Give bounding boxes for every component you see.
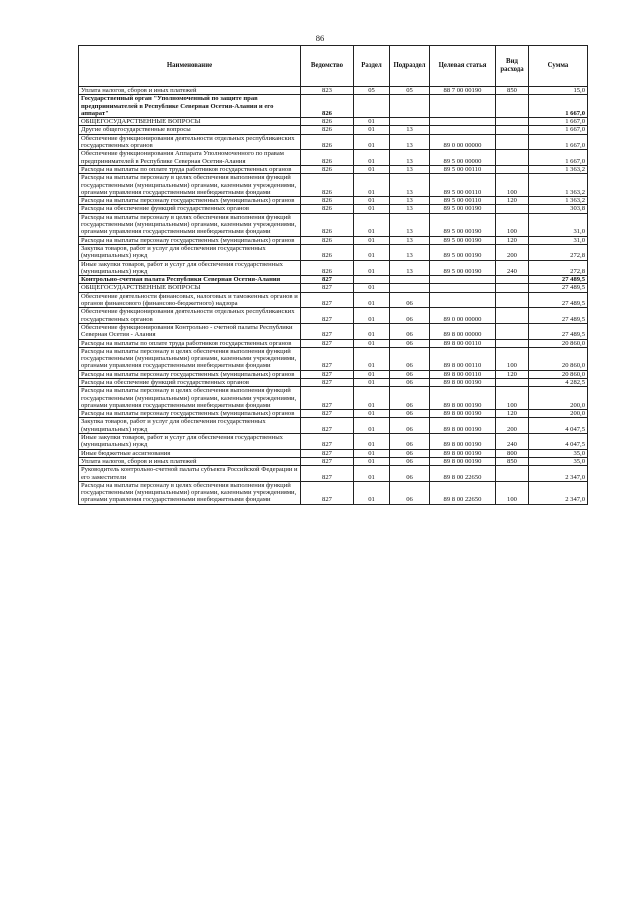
- cell-celevaya-statya: [430, 118, 496, 126]
- cell-razdel: 01: [354, 370, 390, 378]
- cell-name: Обеспечение функционирования Контрольно - счетной палаты Республики Северная Осетия - Алания: [79, 323, 301, 339]
- cell-name: Обеспечение функционирования деятельности отдельных республиканских государственных органов: [79, 308, 301, 324]
- cell-summa: 27 489,5: [529, 284, 588, 292]
- cell-summa: 200,0: [529, 410, 588, 418]
- cell-razdel: 01: [354, 126, 390, 134]
- cell-podrazdel: 05: [390, 87, 430, 95]
- cell-name: ОБЩЕГОСУДАРСТВЕННЫЕ ВОПРОСЫ: [79, 284, 301, 292]
- cell-razdel: 01: [354, 260, 390, 276]
- budget-table: [78, 45, 588, 505]
- cell-razdel: 01: [354, 418, 390, 434]
- cell-summa: 4 047,5: [529, 434, 588, 450]
- cell-podrazdel: 13: [390, 205, 430, 213]
- cell-celevaya-statya: 89 8 00 00110: [430, 370, 496, 378]
- cell-vedomstvo: 827: [301, 370, 354, 378]
- header-celevaya-statya: Целевая статья: [430, 46, 496, 87]
- cell-vedomstvo: 827: [301, 434, 354, 450]
- cell-razdel: 01: [354, 434, 390, 450]
- cell-summa: 35,0: [529, 457, 588, 465]
- cell-name: Расходы на обеспечение функций государственных органов: [79, 378, 301, 386]
- page-number: 86: [315, 33, 325, 43]
- cell-summa: 200,0: [529, 387, 588, 410]
- cell-vid-rashoda: 120: [496, 236, 529, 244]
- cell-summa: 1 667,0: [529, 150, 588, 166]
- cell-vedomstvo: 827: [301, 481, 354, 504]
- cell-podrazdel: 06: [390, 449, 430, 457]
- cell-celevaya-statya: 89 0 00 00000: [430, 134, 496, 150]
- cell-razdel: 01: [354, 165, 390, 173]
- cell-summa: 272,8: [529, 244, 588, 260]
- cell-name: Контрольно-счетная палата Республики Северная Осетия-Алания: [79, 276, 301, 284]
- cell-name: Расходы на выплаты персоналу государственных (муниципальных) органов: [79, 197, 301, 205]
- cell-celevaya-statya: 89 5 00 00190: [430, 236, 496, 244]
- table-row: [79, 213, 588, 236]
- cell-vedomstvo: 827: [301, 418, 354, 434]
- cell-celevaya-statya: 89 0 00 00000: [430, 308, 496, 324]
- cell-summa: 272,8: [529, 260, 588, 276]
- cell-name: Обеспечение функционирования деятельности отдельных республиканских государственных органов: [79, 134, 301, 150]
- cell-podrazdel: 13: [390, 134, 430, 150]
- table-row: [79, 260, 588, 276]
- cell-podrazdel: 13: [390, 236, 430, 244]
- cell-razdel: [354, 95, 390, 118]
- cell-name: Государственный орган "Уполномоченный по защите прав предпринимателей в Республике Северная Осетия-Алания и его аппарат": [79, 95, 301, 118]
- cell-razdel: 01: [354, 118, 390, 126]
- cell-celevaya-statya: 89 5 00 00110: [430, 197, 496, 205]
- cell-vedomstvo: 823: [301, 87, 354, 95]
- cell-vedomstvo: 826: [301, 260, 354, 276]
- cell-podrazdel: 13: [390, 244, 430, 260]
- table-row: [79, 308, 588, 324]
- table-row: [79, 134, 588, 150]
- cell-name: Другие общегосударственные вопросы: [79, 126, 301, 134]
- cell-celevaya-statya: [430, 276, 496, 284]
- cell-vedomstvo: 826: [301, 197, 354, 205]
- cell-name: Уплата налогов, сборов и иных платежей: [79, 87, 301, 95]
- table-row: [79, 95, 588, 118]
- cell-celevaya-statya: 89 5 00 00000: [430, 150, 496, 166]
- cell-vid-rashoda: 100: [496, 387, 529, 410]
- cell-vedomstvo: 826: [301, 213, 354, 236]
- cell-vid-rashoda: 240: [496, 260, 529, 276]
- cell-celevaya-statya: 89 8 00 00190: [430, 457, 496, 465]
- table-row: [79, 165, 588, 173]
- cell-name: Иные закупки товаров, работ и услуг для обеспечения государственных (муниципальных) нужд: [79, 434, 301, 450]
- cell-podrazdel: 13: [390, 260, 430, 276]
- table-row: [79, 466, 588, 482]
- cell-vid-rashoda: [496, 466, 529, 482]
- cell-name: Расходы на выплаты персоналу в целях обеспечения выполнения функций государственными (муниципальными) органами, казенными учреждениями, органами управления государственными внебюджетными фондами: [79, 387, 301, 410]
- cell-vid-rashoda: 100: [496, 347, 529, 370]
- cell-razdel: 01: [354, 339, 390, 347]
- header-podrazdel: Подраздел: [390, 46, 430, 87]
- table-row: [79, 150, 588, 166]
- cell-vid-rashoda: [496, 276, 529, 284]
- cell-vid-rashoda: 120: [496, 197, 529, 205]
- cell-celevaya-statya: 89 5 00 00190: [430, 260, 496, 276]
- table-row: [79, 418, 588, 434]
- cell-vid-rashoda: [496, 118, 529, 126]
- cell-vedomstvo: 826: [301, 165, 354, 173]
- cell-vedomstvo: 826: [301, 95, 354, 118]
- cell-name: Иные бюджетные ассигнования: [79, 449, 301, 457]
- cell-celevaya-statya: 89 8 00 22650: [430, 466, 496, 482]
- cell-summa: 20 860,0: [529, 370, 588, 378]
- cell-summa: 15,0: [529, 87, 588, 95]
- cell-celevaya-statya: 89 8 00 00190: [430, 410, 496, 418]
- cell-name: Иные закупки товаров, работ и услуг для обеспечения государственных (муниципальных) нужд: [79, 260, 301, 276]
- cell-vid-rashoda: 100: [496, 174, 529, 197]
- cell-name: Расходы на обеспечение функций государственных органов: [79, 205, 301, 213]
- cell-celevaya-statya: 89 5 00 00190: [430, 213, 496, 236]
- table-row: [79, 387, 588, 410]
- cell-celevaya-statya: 89 5 00 00190: [430, 205, 496, 213]
- cell-vedomstvo: 826: [301, 174, 354, 197]
- table-row: [79, 449, 588, 457]
- cell-celevaya-statya: 89 8 00 00190: [430, 418, 496, 434]
- table-row: [79, 244, 588, 260]
- cell-name: Расходы на выплаты персоналу государственных (муниципальных) органов: [79, 410, 301, 418]
- table-row: [79, 292, 588, 308]
- cell-celevaya-statya: 89 8 00 00000: [430, 323, 496, 339]
- cell-vid-rashoda: 200: [496, 244, 529, 260]
- cell-summa: 31,0: [529, 213, 588, 236]
- cell-summa: 4 282,5: [529, 378, 588, 386]
- cell-vedomstvo: 827: [301, 347, 354, 370]
- table-row: [79, 174, 588, 197]
- cell-celevaya-statya: 89 8 00 00110: [430, 347, 496, 370]
- cell-vedomstvo: 826: [301, 118, 354, 126]
- table-row: [79, 197, 588, 205]
- cell-razdel: 01: [354, 236, 390, 244]
- cell-razdel: 01: [354, 244, 390, 260]
- cell-razdel: 01: [354, 174, 390, 197]
- cell-vid-rashoda: 800: [496, 449, 529, 457]
- cell-celevaya-statya: 89 5 00 00110: [430, 165, 496, 173]
- cell-name: Расходы на выплаты персоналу в целях обеспечения выполнения функций государственными (муниципальными) органами, казенными учреждениями, органами управления государственными внебюджетными фондами: [79, 213, 301, 236]
- cell-vid-rashoda: [496, 150, 529, 166]
- cell-vedomstvo: 827: [301, 387, 354, 410]
- cell-podrazdel: 06: [390, 347, 430, 370]
- cell-podrazdel: 13: [390, 126, 430, 134]
- cell-name: Руководитель контрольно-счетной палаты субъекта Российской Федерации и его заместители: [79, 466, 301, 482]
- table-row: [79, 378, 588, 386]
- cell-celevaya-statya: [430, 95, 496, 118]
- cell-razdel: 01: [354, 466, 390, 482]
- cell-podrazdel: [390, 276, 430, 284]
- cell-podrazdel: 06: [390, 387, 430, 410]
- cell-vedomstvo: 827: [301, 276, 354, 284]
- cell-vid-rashoda: [496, 292, 529, 308]
- cell-razdel: 01: [354, 481, 390, 504]
- cell-vedomstvo: 827: [301, 457, 354, 465]
- cell-podrazdel: 06: [390, 292, 430, 308]
- cell-razdel: 01: [354, 197, 390, 205]
- cell-podrazdel: 06: [390, 339, 430, 347]
- cell-name: Расходы на выплаты персоналу в целях обеспечения выполнения функций государственными (муниципальными) органами, казенными учреждениями, органами управления государственными внебюджетными фондами: [79, 481, 301, 504]
- cell-podrazdel: 06: [390, 418, 430, 434]
- cell-vedomstvo: 827: [301, 449, 354, 457]
- cell-summa: 27 489,5: [529, 292, 588, 308]
- cell-razdel: 01: [354, 449, 390, 457]
- cell-razdel: 01: [354, 284, 390, 292]
- cell-vedomstvo: 826: [301, 244, 354, 260]
- cell-razdel: 01: [354, 410, 390, 418]
- cell-name: ОБЩЕГОСУДАРСТВЕННЫЕ ВОПРОСЫ: [79, 118, 301, 126]
- cell-vid-rashoda: [496, 134, 529, 150]
- cell-summa: 20 860,0: [529, 339, 588, 347]
- table-row: [79, 205, 588, 213]
- table-row: [79, 457, 588, 465]
- cell-summa: 1 667,0: [529, 134, 588, 150]
- cell-summa: 1 363,2: [529, 165, 588, 173]
- table-row: [79, 434, 588, 450]
- header-name: Наименование: [79, 46, 301, 87]
- cell-podrazdel: 06: [390, 308, 430, 324]
- cell-vid-rashoda: [496, 378, 529, 386]
- cell-podrazdel: 13: [390, 165, 430, 173]
- cell-podrazdel: 06: [390, 370, 430, 378]
- cell-summa: 2 347,0: [529, 481, 588, 504]
- cell-vedomstvo: 827: [301, 308, 354, 324]
- cell-vid-rashoda: [496, 323, 529, 339]
- cell-summa: 31,0: [529, 236, 588, 244]
- cell-vid-rashoda: [496, 126, 529, 134]
- cell-vedomstvo: 827: [301, 292, 354, 308]
- cell-summa: 303,8: [529, 205, 588, 213]
- cell-podrazdel: [390, 118, 430, 126]
- cell-vid-rashoda: [496, 165, 529, 173]
- cell-celevaya-statya: [430, 126, 496, 134]
- cell-razdel: 01: [354, 308, 390, 324]
- cell-vedomstvo: 827: [301, 466, 354, 482]
- cell-vedomstvo: 827: [301, 339, 354, 347]
- cell-summa: 1 363,2: [529, 197, 588, 205]
- cell-celevaya-statya: [430, 284, 496, 292]
- cell-razdel: 01: [354, 457, 390, 465]
- cell-vid-rashoda: 240: [496, 434, 529, 450]
- cell-podrazdel: 06: [390, 410, 430, 418]
- table-row: [79, 236, 588, 244]
- cell-celevaya-statya: 89 8 00 00190: [430, 378, 496, 386]
- cell-celevaya-statya: 89 5 00 00190: [430, 244, 496, 260]
- cell-podrazdel: 06: [390, 457, 430, 465]
- cell-vedomstvo: 827: [301, 378, 354, 386]
- table-row: [79, 276, 588, 284]
- header-vid-rashoda: Вид расхода: [496, 46, 529, 87]
- cell-name: Расходы на выплаты персоналу государственных (муниципальных) органов: [79, 370, 301, 378]
- cell-vedomstvo: 826: [301, 126, 354, 134]
- cell-name: Расходы на выплаты персоналу в целях обеспечения выполнения функций государственными (муниципальными) органами, казенными учреждениями, органами управления государственными внебюджетными фондами: [79, 347, 301, 370]
- cell-vid-rashoda: 120: [496, 370, 529, 378]
- cell-vid-rashoda: [496, 339, 529, 347]
- table-header-row: [79, 46, 588, 87]
- cell-vedomstvo: 826: [301, 205, 354, 213]
- cell-summa: 2 347,0: [529, 466, 588, 482]
- cell-vid-rashoda: 100: [496, 481, 529, 504]
- cell-summa: 4 047,5: [529, 418, 588, 434]
- cell-razdel: 01: [354, 292, 390, 308]
- cell-summa: 20 860,0: [529, 347, 588, 370]
- table-body: [79, 87, 588, 505]
- table-row: [79, 126, 588, 134]
- header-summa: Сумма: [529, 46, 588, 87]
- header-vedomstvo: Ведомство: [301, 46, 354, 87]
- cell-celevaya-statya: [430, 292, 496, 308]
- cell-name: Обеспечение функционирования Аппарата Уполномоченного по правам предпринимателей в Республике Северная Осетия-Алания: [79, 150, 301, 166]
- cell-name: Расходы на выплаты по оплате труда работников государственных органов: [79, 339, 301, 347]
- table-row: [79, 284, 588, 292]
- cell-podrazdel: 13: [390, 197, 430, 205]
- cell-summa: 35,0: [529, 449, 588, 457]
- cell-razdel: 01: [354, 387, 390, 410]
- cell-name: Расходы на выплаты персоналу в целях обеспечения выполнения функций государственными (муниципальными) органами, казенными учреждениями, органами управления государственными внебюджетными фондами: [79, 174, 301, 197]
- cell-name: Закупка товаров, работ и услуг для обеспечения государственных (муниципальных) нужд: [79, 418, 301, 434]
- cell-summa: 1 667,0: [529, 118, 588, 126]
- cell-podrazdel: 06: [390, 466, 430, 482]
- cell-razdel: 01: [354, 205, 390, 213]
- cell-celevaya-statya: 89 5 00 00110: [430, 174, 496, 197]
- cell-summa: 1 363,2: [529, 174, 588, 197]
- cell-celevaya-statya: 89 8 00 00190: [430, 387, 496, 410]
- cell-summa: 27 489,5: [529, 323, 588, 339]
- cell-name: Уплата налогов, сборов и иных платежей: [79, 457, 301, 465]
- cell-vedomstvo: 827: [301, 284, 354, 292]
- cell-vid-rashoda: [496, 308, 529, 324]
- cell-podrazdel: 13: [390, 213, 430, 236]
- cell-vid-rashoda: 850: [496, 87, 529, 95]
- cell-podrazdel: 13: [390, 150, 430, 166]
- table-row: [79, 323, 588, 339]
- cell-razdel: [354, 276, 390, 284]
- table-row: [79, 481, 588, 504]
- cell-razdel: 01: [354, 134, 390, 150]
- table-row: [79, 347, 588, 370]
- cell-celevaya-statya: 89 8 00 00190: [430, 434, 496, 450]
- cell-razdel: 01: [354, 323, 390, 339]
- cell-podrazdel: [390, 95, 430, 118]
- cell-vid-rashoda: [496, 205, 529, 213]
- cell-vid-rashoda: [496, 95, 529, 118]
- cell-celevaya-statya: 88 7 00 00190: [430, 87, 496, 95]
- cell-celevaya-statya: 89 8 00 00110: [430, 339, 496, 347]
- cell-name: Обеспечение деятельности финансовых, налоговых и таможенных органов и органов финансового (финансово-бюджетного) надзора: [79, 292, 301, 308]
- cell-razdel: 01: [354, 150, 390, 166]
- header-razdel: Раздел: [354, 46, 390, 87]
- cell-razdel: 01: [354, 213, 390, 236]
- cell-razdel: 05: [354, 87, 390, 95]
- cell-vid-rashoda: 120: [496, 410, 529, 418]
- cell-vedomstvo: 826: [301, 236, 354, 244]
- cell-podrazdel: 06: [390, 481, 430, 504]
- cell-summa: 27 489,5: [529, 308, 588, 324]
- table-row: [79, 410, 588, 418]
- cell-razdel: 01: [354, 378, 390, 386]
- table-row: [79, 370, 588, 378]
- cell-vedomstvo: 827: [301, 323, 354, 339]
- cell-name: Расходы на выплаты персоналу государственных (муниципальных) органов: [79, 236, 301, 244]
- table-row: [79, 118, 588, 126]
- cell-summa: 1 667,0: [529, 95, 588, 118]
- cell-vid-rashoda: 850: [496, 457, 529, 465]
- cell-celevaya-statya: 89 8 00 22650: [430, 481, 496, 504]
- table-row: [79, 87, 588, 95]
- cell-name: Закупка товаров, работ и услуг для обеспечения государственных (муниципальных) нужд: [79, 244, 301, 260]
- cell-podrazdel: 06: [390, 323, 430, 339]
- table-row: [79, 339, 588, 347]
- cell-vedomstvo: 827: [301, 410, 354, 418]
- cell-podrazdel: 06: [390, 378, 430, 386]
- cell-summa: 1 667,0: [529, 126, 588, 134]
- cell-podrazdel: 13: [390, 174, 430, 197]
- cell-razdel: 01: [354, 347, 390, 370]
- cell-summa: 27 489,5: [529, 276, 588, 284]
- cell-podrazdel: [390, 284, 430, 292]
- cell-vid-rashoda: 100: [496, 213, 529, 236]
- cell-celevaya-statya: 89 8 00 00190: [430, 449, 496, 457]
- cell-name: Расходы на выплаты по оплате труда работников государственных органов: [79, 165, 301, 173]
- cell-vedomstvo: 826: [301, 150, 354, 166]
- cell-podrazdel: 06: [390, 434, 430, 450]
- cell-vid-rashoda: 200: [496, 418, 529, 434]
- cell-vedomstvo: 826: [301, 134, 354, 150]
- cell-vid-rashoda: [496, 284, 529, 292]
